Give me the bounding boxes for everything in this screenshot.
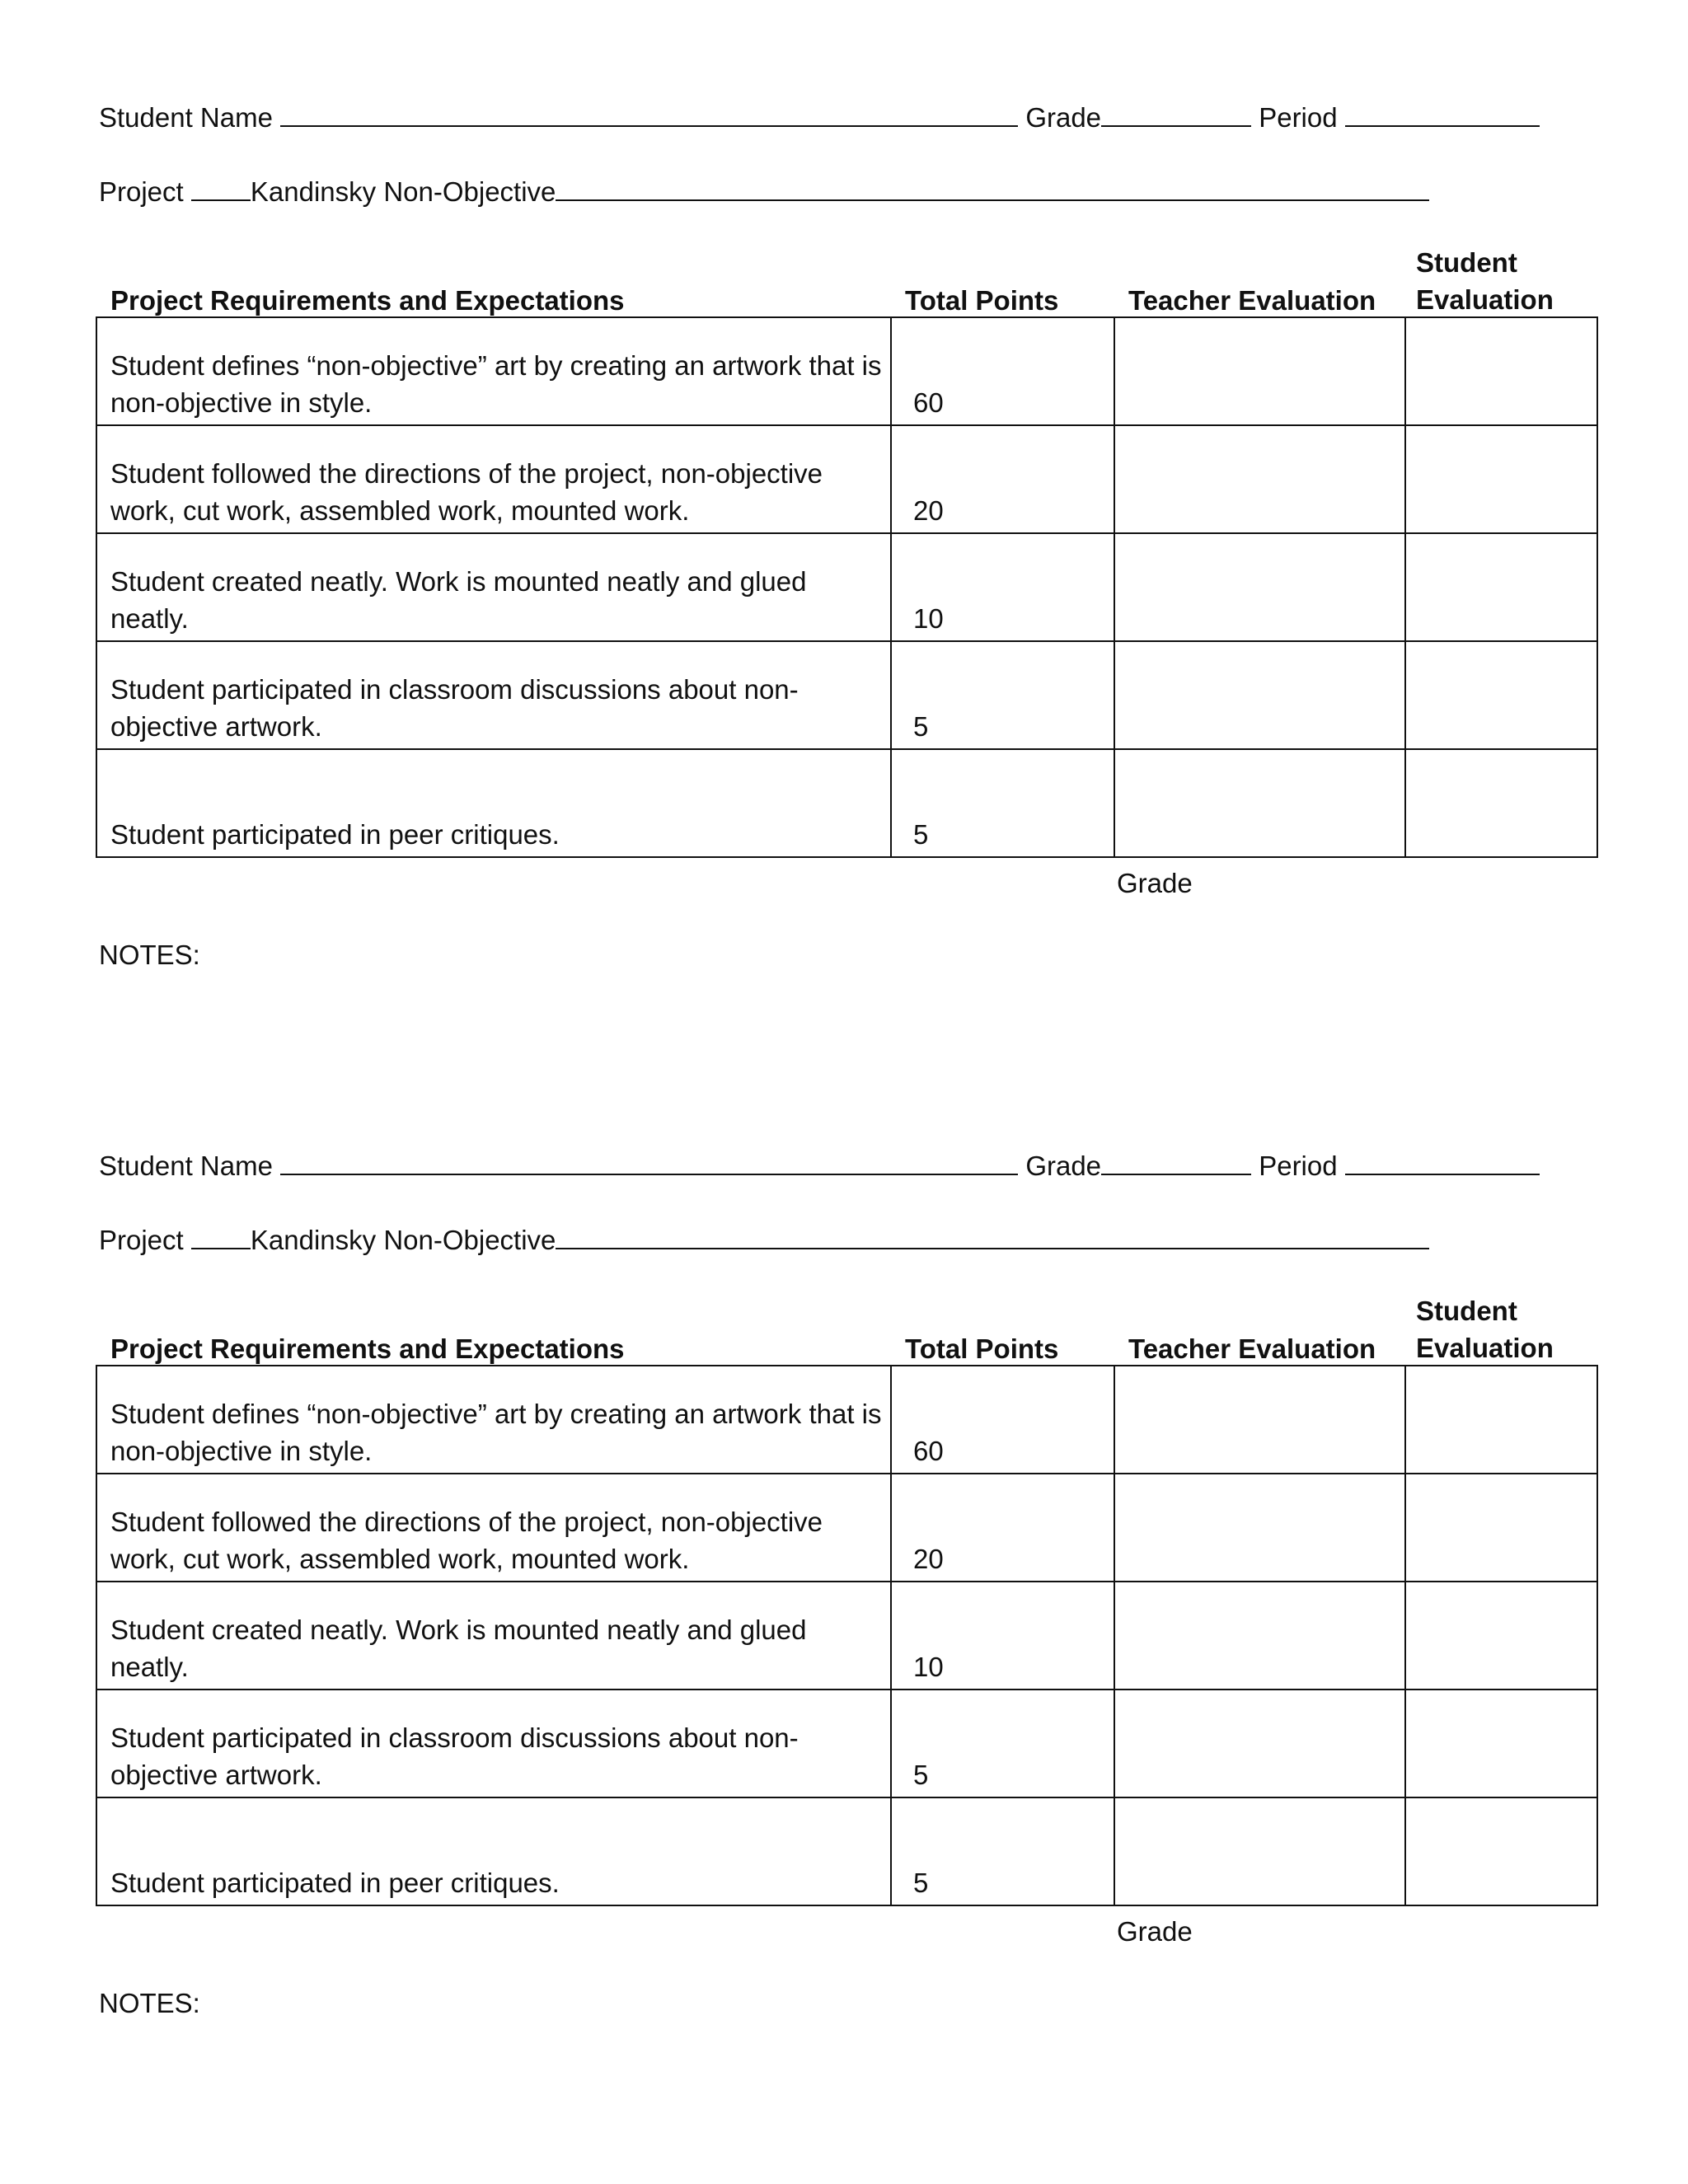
requirement-cell bbox=[96, 1690, 891, 1797]
student-evaluation-cell[interactable] bbox=[1405, 1474, 1597, 1582]
project-label: Project bbox=[99, 1225, 184, 1255]
requirement-text: Student created neatly. Work is mounted neatly and glued neatly. bbox=[110, 566, 807, 634]
requirement-text: Student defines “non-objective” art by creating an artwork that is non-objective in style. bbox=[110, 1399, 882, 1466]
points-value: 10 bbox=[913, 603, 944, 634]
points-cell bbox=[891, 1797, 1114, 1905]
project-suffix-blank bbox=[556, 1223, 1429, 1249]
requirement-text: Student followed the directions of the project, non-objective work, cut work, assembled work, mounted work. bbox=[110, 458, 823, 526]
requirement-cell bbox=[96, 641, 891, 749]
grade-label: Grade bbox=[1025, 102, 1102, 133]
requirement-text: Student participated in classroom discussions about non-objective artwork. bbox=[110, 1722, 799, 1790]
requirement-text: Student participated in classroom discussions about non-objective artwork. bbox=[110, 674, 799, 742]
table-row bbox=[96, 1690, 1597, 1797]
header-total-points: Total Points bbox=[905, 285, 1059, 316]
student-evaluation-cell[interactable] bbox=[1405, 1690, 1597, 1797]
student-evaluation-cell[interactable] bbox=[1405, 1797, 1597, 1905]
project-label: Project bbox=[99, 176, 184, 207]
project-line bbox=[99, 1223, 1429, 1257]
project-prefix-blank bbox=[191, 1223, 251, 1249]
requirement-cell bbox=[96, 1582, 891, 1690]
student-evaluation-cell[interactable] bbox=[1405, 1582, 1597, 1690]
requirement-text: Student participated in peer critiques. bbox=[110, 819, 560, 850]
student-name-field[interactable] bbox=[280, 1149, 1018, 1175]
teacher-evaluation-cell[interactable] bbox=[1114, 1366, 1405, 1474]
notes-label: NOTES: bbox=[99, 940, 200, 970]
rubric-table bbox=[96, 1365, 1598, 1906]
points-value: 5 bbox=[913, 1868, 929, 1898]
points-value: 5 bbox=[913, 1760, 929, 1790]
teacher-evaluation-cell[interactable] bbox=[1114, 749, 1405, 857]
header-student-evaluation: Student Evaluation bbox=[1416, 247, 1554, 315]
teacher-evaluation-cell[interactable] bbox=[1114, 641, 1405, 749]
period-field[interactable] bbox=[1345, 1149, 1540, 1175]
header-requirements: Project Requirements and Expectations bbox=[110, 1333, 625, 1364]
requirement-text: Student followed the directions of the project, non-objective work, cut work, assembled work, mounted work. bbox=[110, 1507, 823, 1574]
header-requirements: Project Requirements and Expectations bbox=[110, 285, 625, 316]
project-suffix-blank bbox=[556, 175, 1429, 201]
period-label: Period bbox=[1259, 102, 1338, 133]
teacher-evaluation-cell[interactable] bbox=[1114, 1474, 1405, 1582]
student-name-field[interactable] bbox=[280, 101, 1018, 127]
points-cell bbox=[891, 1582, 1114, 1690]
header-total-points: Total Points bbox=[905, 1333, 1059, 1364]
student-evaluation-cell[interactable] bbox=[1405, 641, 1597, 749]
student-evaluation-cell[interactable] bbox=[1405, 533, 1597, 641]
points-value: 20 bbox=[913, 1544, 944, 1574]
points-value: 5 bbox=[913, 711, 929, 742]
requirement-cell bbox=[96, 1366, 891, 1474]
requirement-text: Student participated in peer critiques. bbox=[110, 1868, 560, 1898]
table-row bbox=[96, 749, 1597, 857]
student-info-line bbox=[99, 101, 1540, 134]
student-evaluation-cell[interactable] bbox=[1405, 1366, 1597, 1474]
teacher-evaluation-cell[interactable] bbox=[1114, 317, 1405, 425]
table-row bbox=[96, 425, 1597, 533]
grade-field[interactable] bbox=[1101, 101, 1251, 127]
points-cell bbox=[891, 1366, 1114, 1474]
project-name: Kandinsky Non-Objective bbox=[250, 1225, 556, 1255]
points-value: 20 bbox=[913, 495, 944, 526]
points-cell bbox=[891, 1474, 1114, 1582]
requirement-cell bbox=[96, 317, 891, 425]
points-value: 10 bbox=[913, 1652, 944, 1682]
points-cell bbox=[891, 533, 1114, 641]
rubric-table bbox=[96, 316, 1598, 858]
project-name: Kandinsky Non-Objective bbox=[250, 176, 556, 207]
teacher-evaluation-cell[interactable] bbox=[1114, 1690, 1405, 1797]
grade-footer-label: Grade bbox=[1117, 1916, 1193, 1947]
teacher-evaluation-cell[interactable] bbox=[1114, 533, 1405, 641]
grade-field[interactable] bbox=[1101, 1149, 1251, 1175]
table-row bbox=[96, 533, 1597, 641]
grade-footer-label: Grade bbox=[1117, 868, 1193, 898]
requirement-cell bbox=[96, 1797, 891, 1905]
student-name-label: Student Name bbox=[99, 1151, 273, 1181]
teacher-evaluation-cell[interactable] bbox=[1114, 425, 1405, 533]
student-evaluation-cell[interactable] bbox=[1405, 317, 1597, 425]
table-row bbox=[96, 1366, 1597, 1474]
project-prefix-blank bbox=[191, 175, 251, 201]
notes-label: NOTES: bbox=[99, 1988, 200, 2018]
period-field[interactable] bbox=[1345, 101, 1540, 127]
requirement-text: Student created neatly. Work is mounted neatly and glued neatly. bbox=[110, 1615, 807, 1682]
teacher-evaluation-cell[interactable] bbox=[1114, 1797, 1405, 1905]
table-row bbox=[96, 1797, 1597, 1905]
student-name-label: Student Name bbox=[99, 102, 273, 133]
header-student-evaluation: Student Evaluation bbox=[1416, 1296, 1554, 1363]
grade-label: Grade bbox=[1025, 1151, 1102, 1181]
student-evaluation-cell[interactable] bbox=[1405, 749, 1597, 857]
header-teacher-evaluation: Teacher Evaluation bbox=[1128, 1333, 1376, 1364]
table-row bbox=[96, 1582, 1597, 1690]
project-line bbox=[99, 175, 1429, 209]
student-evaluation-cell[interactable] bbox=[1405, 425, 1597, 533]
points-cell bbox=[891, 749, 1114, 857]
period-label: Period bbox=[1259, 1151, 1338, 1181]
table-row bbox=[96, 317, 1597, 425]
points-cell bbox=[891, 425, 1114, 533]
header-teacher-evaluation: Teacher Evaluation bbox=[1128, 285, 1376, 316]
teacher-evaluation-cell[interactable] bbox=[1114, 1582, 1405, 1690]
requirement-cell bbox=[96, 1474, 891, 1582]
points-cell bbox=[891, 641, 1114, 749]
table-row bbox=[96, 641, 1597, 749]
points-cell bbox=[891, 317, 1114, 425]
rubric-form-1 bbox=[0, 0, 1688, 972]
requirement-cell bbox=[96, 749, 891, 857]
points-value: 5 bbox=[913, 819, 929, 850]
requirement-text: Student defines “non-objective” art by creating an artwork that is non-objective in style. bbox=[110, 350, 882, 418]
points-cell bbox=[891, 1690, 1114, 1797]
requirement-cell bbox=[96, 533, 891, 641]
table-row bbox=[96, 1474, 1597, 1582]
student-info-line bbox=[99, 1149, 1540, 1183]
points-value: 60 bbox=[913, 1436, 944, 1466]
requirement-cell bbox=[96, 425, 891, 533]
rubric-form-2 bbox=[0, 1048, 1688, 2021]
points-value: 60 bbox=[913, 387, 944, 418]
